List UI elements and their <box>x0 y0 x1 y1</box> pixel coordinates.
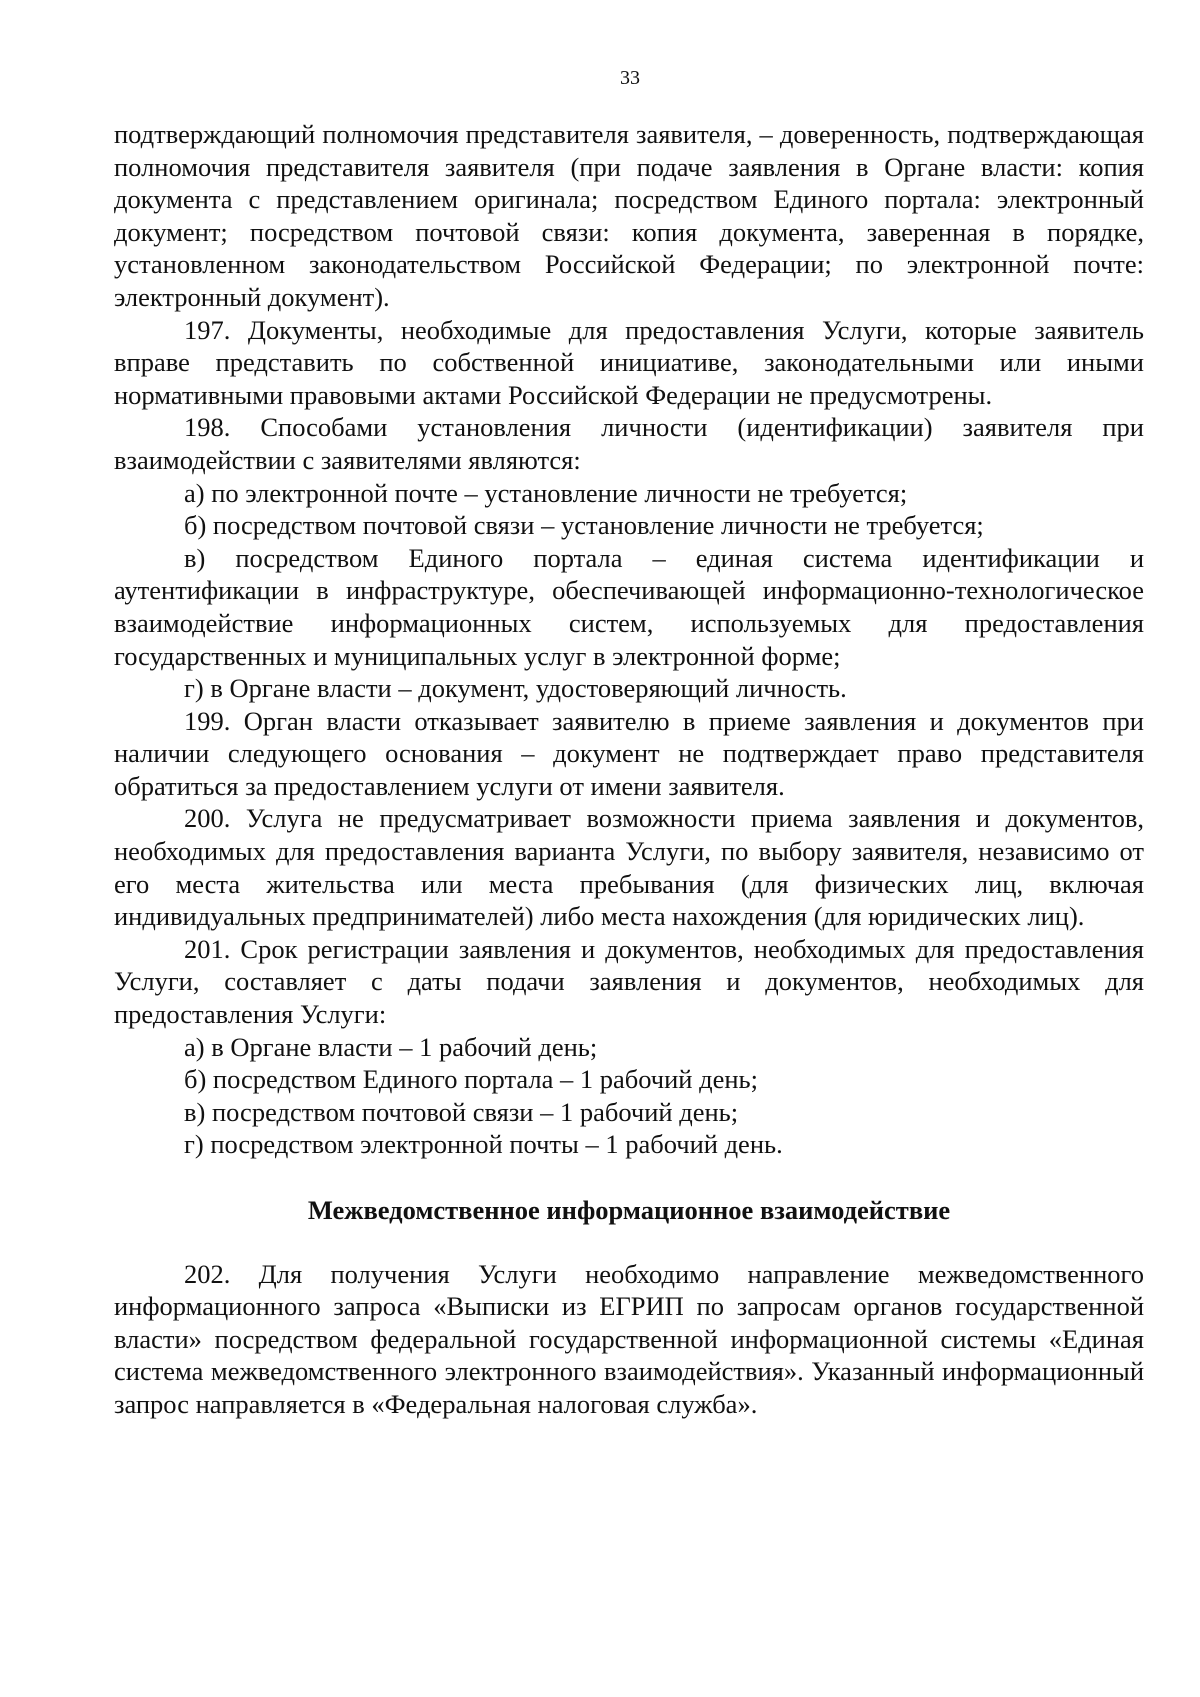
paragraph-200: 200. Услуга не предусматривает возможности приема заявления и документов, необходимых для предоставления варианта Услуги, по выбору заявителя, независимо от его места жительства или места пребывания (для физических лиц, включая индивидуальных предпринимателей) либо места нахождения (для юридических лиц). <box>114 803 1144 932</box>
list-item-201c: в) посредством почтовой связи – 1 рабочий день; <box>184 1096 739 1127</box>
paragraph-continuation: подтверждающий полномочия представителя заявителя, – доверенность, подтверждающая полномочия представителя заявителя (при подаче заявления в Органе власти: копия документа с представлением оригинала; посредством Единого портала: электронный документ; посредством почтовой связи: копия документа, заверенная в порядке, установленном законодательством Российской Федерации; по электронной почте: электронный документ). <box>114 119 1144 312</box>
list-item-201d: г) посредством электронной почты – 1 рабочий день. <box>184 1129 783 1160</box>
list-item-198b: б) посредством почтовой связи – установление личности не требуется; <box>184 510 984 541</box>
section-heading: Межведомственное информационное взаимодействие <box>307 1195 951 1225</box>
list-item-201a: а) в Органе власти – 1 рабочий день; <box>184 1031 598 1062</box>
paragraph-201: 201. Срок регистрации заявления и документов, необходимых для предоставления Услуги, составляет с даты подачи заявления и документов, необходимых для предоставления Услуги: <box>114 933 1144 1030</box>
paragraph-202: 202. Для получения Услуги необходимо направление межведомственного информационного запроса «Выписки из ЕГРИП по запросам органов государственной власти» посредством федеральной государственной информационной системы «Единая система межведомственного электронного взаимодействия». Указанный информационный запрос направляется в «Федеральная налоговая служба». <box>114 1258 1144 1419</box>
list-item-198a: а) по электронной почте – установление личности не требуется; <box>184 477 908 508</box>
paragraph-197: 197. Документы, необходимые для предоставления Услуги, которые заявитель вправе представить по собственной инициативе, законодательными или иными нормативными правовыми актами Российской Федерации не предусмотрены. <box>114 314 1144 410</box>
list-item-198d: г) в Органе власти – документ, удостоверяющий личность. <box>184 673 847 704</box>
paragraph-198: 198. Способами установления личности (идентификации) заявителя при взаимодействии с заявителями являются: <box>114 412 1144 475</box>
page-number: 33 <box>620 67 640 89</box>
document-body <box>114 118 1144 1421</box>
list-item-201b: б) посредством Единого портала – 1 рабочий день; <box>184 1064 758 1095</box>
list-item-198c: в) посредством Единого портала – единая система идентификации и аутентификации в инфраструктуре, обеспечивающей информационно-технологическое взаимодействие информационных систем, используемых для предоставления государственных и муниципальных услуг в электронной форме; <box>114 542 1144 671</box>
paragraph-199: 199. Орган власти отказывает заявителю в приеме заявления и документов при наличии следующего основания – документ не подтверждает право представителя обратиться за предоставлением услуги от имени заявителя. <box>114 705 1144 801</box>
